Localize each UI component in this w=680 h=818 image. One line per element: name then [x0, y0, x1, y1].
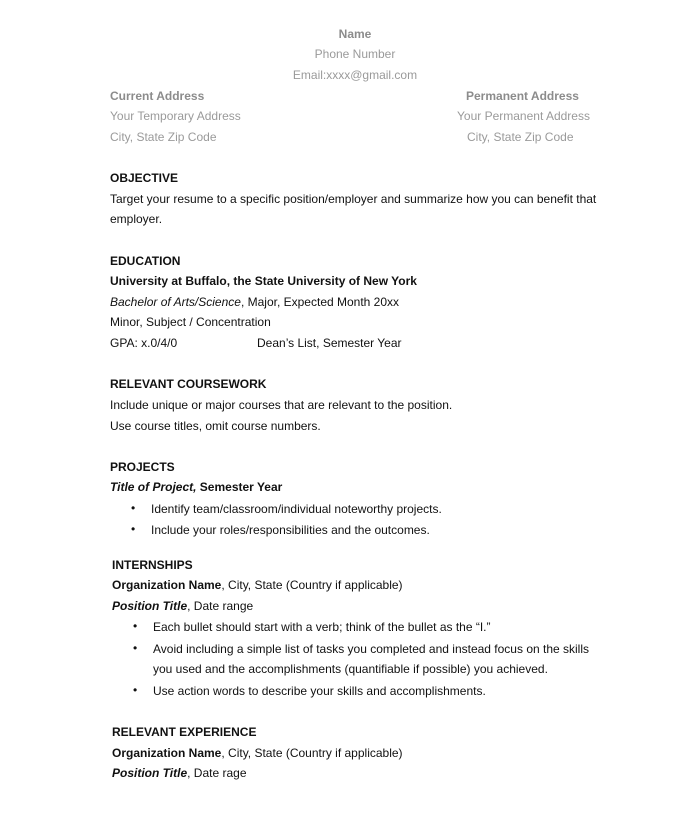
- coursework-heading: RELEVANT COURSEWORK: [110, 377, 267, 391]
- permanent-address-line1: Your Permanent Address: [457, 109, 590, 123]
- coursework-line1: Include unique or major courses that are relevant to the position.: [110, 398, 453, 412]
- current-address-line1: Your Temporary Address: [110, 109, 241, 123]
- internship-bullet: Avoid including a simple list of tasks you completed and instead focus on the skills: [153, 642, 590, 656]
- internship-bullet: Each bullet should start with a verb; think of the bullet as the “I.”: [153, 620, 491, 634]
- internship-bullet: Use action words to describe your skills and accomplishments.: [153, 684, 486, 698]
- degree-details: , Major, Expected Month 20xx: [240, 295, 400, 309]
- permanent-address-label: Permanent Address: [466, 89, 579, 103]
- internship-bullet-continued: you used and the accomplishments (quantifiable if possible) you achieved.: [153, 662, 548, 676]
- gpa: GPA: x.0/4/0: [110, 336, 178, 350]
- project-title: Title of Project,: [110, 480, 197, 494]
- internship-org-location: , City, State (Country if applicable): [221, 578, 403, 592]
- objective-heading: OBJECTIVE: [110, 171, 179, 185]
- internship-position-line: [112, 599, 253, 613]
- experience-position-line: [112, 766, 247, 780]
- project-bullet: Identify team/classroom/individual noteworthy projects.: [151, 502, 442, 516]
- experience-date: , Date rage: [187, 766, 247, 780]
- bullet-icon: •: [133, 683, 138, 697]
- internship-org-name: Organization Name: [112, 578, 222, 592]
- education-heading: EDUCATION: [110, 254, 181, 268]
- internships-heading: INTERNSHIPS: [112, 558, 193, 572]
- current-address-label: Current Address: [110, 89, 205, 103]
- phone-number: Phone Number: [314, 47, 396, 61]
- objective-line2: employer.: [110, 212, 163, 226]
- internship-org-line: [112, 578, 403, 592]
- minor-line: Minor, Subject / Concentration: [110, 315, 271, 329]
- bullet-icon: •: [133, 619, 138, 633]
- experience-org-line: [112, 746, 403, 760]
- experience-org-name: Organization Name: [112, 746, 222, 760]
- project-title-line: [110, 480, 282, 494]
- projects-heading: PROJECTS: [110, 460, 175, 474]
- experience-org-location: , City, State (Country if applicable): [221, 746, 403, 760]
- project-semester: Semester Year: [196, 480, 283, 494]
- project-bullet: Include your roles/responsibilities and the outcomes.: [151, 523, 430, 537]
- bullet-icon: •: [131, 501, 136, 515]
- internship-date: , Date range: [187, 599, 254, 613]
- internship-position: Position Title: [112, 599, 188, 613]
- degree-name: Bachelor of Arts/Science: [110, 295, 241, 309]
- university-name: University at Buffalo, the State University of New York: [110, 274, 417, 288]
- bullet-icon: •: [133, 641, 138, 655]
- experience-heading: RELEVANT EXPERIENCE: [112, 725, 257, 739]
- permanent-address-line2: City, State Zip Code: [467, 130, 574, 144]
- objective-line1: Target your resume to a specific position/employer and summarize how you can benefit that: [110, 192, 597, 206]
- current-address-line2: City, State Zip Code: [110, 130, 217, 144]
- coursework-line2: Use course titles, omit course numbers.: [110, 419, 321, 433]
- deans-list: Dean’s List, Semester Year: [257, 336, 402, 350]
- resume-name: Name: [338, 27, 372, 41]
- experience-position: Position Title: [112, 766, 188, 780]
- bullet-icon: •: [131, 522, 136, 536]
- email: Email:xxxx@gmail.com: [292, 68, 418, 82]
- degree-line: [110, 295, 399, 309]
